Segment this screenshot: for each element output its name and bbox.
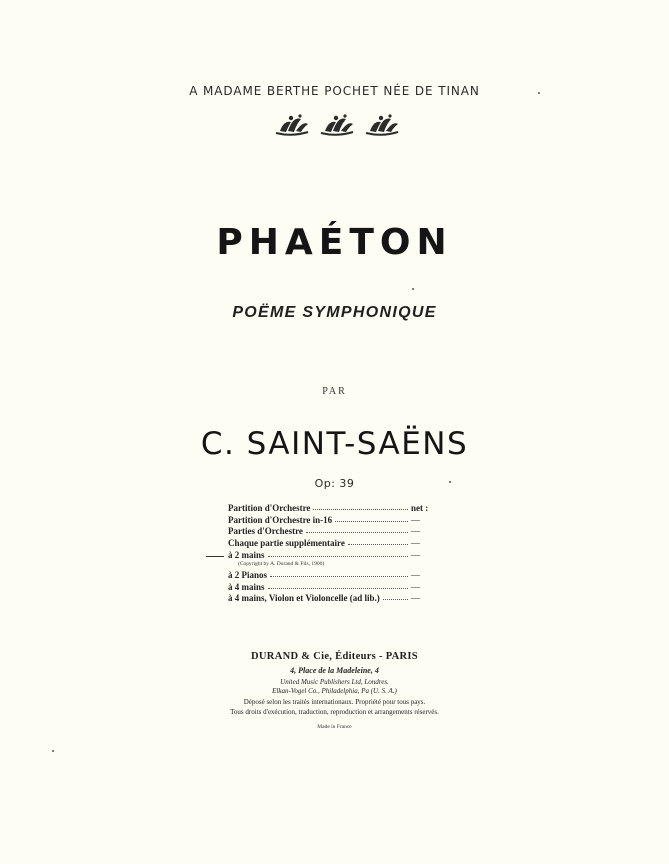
dot-leader bbox=[306, 532, 408, 533]
edition-price: — bbox=[411, 569, 420, 580]
edition-label: Parties d'Orchestre bbox=[228, 526, 303, 537]
edition-row bbox=[228, 525, 433, 537]
dot-leader bbox=[268, 556, 408, 557]
edition-label: à 2 Pianos bbox=[228, 569, 268, 580]
edition-price: — bbox=[411, 549, 420, 560]
edition-row bbox=[228, 548, 433, 560]
dot-leader bbox=[270, 576, 408, 577]
composer-name: C. SAINT-SAËNS bbox=[200, 426, 469, 462]
by-label: PAR bbox=[322, 386, 347, 397]
edition-row bbox=[228, 580, 433, 592]
paper-speck bbox=[52, 750, 54, 752]
deposit-notice: Déposé selon les traités internationaux. Propriété pour tous pays. bbox=[243, 698, 426, 706]
edition-label: à 4 mains bbox=[228, 581, 265, 592]
flower-ornament-icon bbox=[321, 114, 353, 134]
made-in-note: Made in France bbox=[317, 724, 352, 730]
edition-row bbox=[228, 513, 433, 525]
edition-row bbox=[228, 568, 433, 580]
edition-price: net : bbox=[411, 502, 429, 513]
rights-notice: Tous droits d'exécution, traduction, reproduction et arrangements réservés. bbox=[230, 708, 439, 716]
edition-price: — bbox=[411, 581, 420, 592]
paper-speck bbox=[449, 481, 451, 483]
lead-dash bbox=[206, 556, 224, 557]
edition-row bbox=[228, 536, 433, 548]
copyright-note: (Copyright by A. Durand & Fils, 1900) bbox=[238, 560, 325, 567]
dot-leader bbox=[335, 521, 408, 522]
agent-london: United Music Publishers Ltd, Londres. bbox=[280, 678, 389, 686]
edition-label: Partition d'Orchestre in-16 bbox=[228, 514, 333, 525]
publisher-name: DURAND & Cie, Éditeurs - PARIS bbox=[251, 651, 418, 662]
dot-leader bbox=[313, 509, 408, 510]
dedication-line: A MADAME BERTHE POCHET NÉE DE TINAN bbox=[189, 84, 480, 98]
dot-leader bbox=[268, 588, 408, 589]
paper-speck bbox=[412, 288, 414, 290]
paper-speck bbox=[538, 92, 540, 94]
edition-price: — bbox=[411, 526, 420, 537]
opus-number: Op: 39 bbox=[314, 477, 355, 490]
flower-ornament-icon bbox=[366, 114, 398, 134]
dot-leader bbox=[383, 599, 408, 600]
edition-label: à 2 mains bbox=[228, 549, 265, 560]
edition-label: à 4 mains, Violon et Violoncelle (ad lib.) bbox=[228, 593, 380, 604]
edition-price: — bbox=[411, 593, 420, 604]
agent-philadelphia: Elkan-Vogel Co., Philadelphia, Pa (U. S. A.) bbox=[272, 687, 397, 695]
editions-list bbox=[228, 501, 433, 603]
edition-label: Chaque partie supplémentaire bbox=[228, 538, 345, 549]
work-subtitle: POËME SYMPHONIQUE bbox=[232, 304, 437, 321]
edition-row bbox=[228, 501, 433, 513]
dot-leader bbox=[348, 544, 408, 545]
edition-price: — bbox=[411, 538, 420, 549]
publisher-address: 4, Place de la Madeleine, 4 bbox=[290, 666, 379, 675]
flower-ornament-icon bbox=[276, 114, 308, 134]
edition-row bbox=[228, 592, 433, 604]
edition-label: Partition d'Orchestre bbox=[228, 502, 311, 513]
edition-price: — bbox=[411, 514, 420, 525]
floral-ornaments bbox=[274, 112, 400, 138]
work-title: PHAÉTON bbox=[216, 222, 453, 263]
